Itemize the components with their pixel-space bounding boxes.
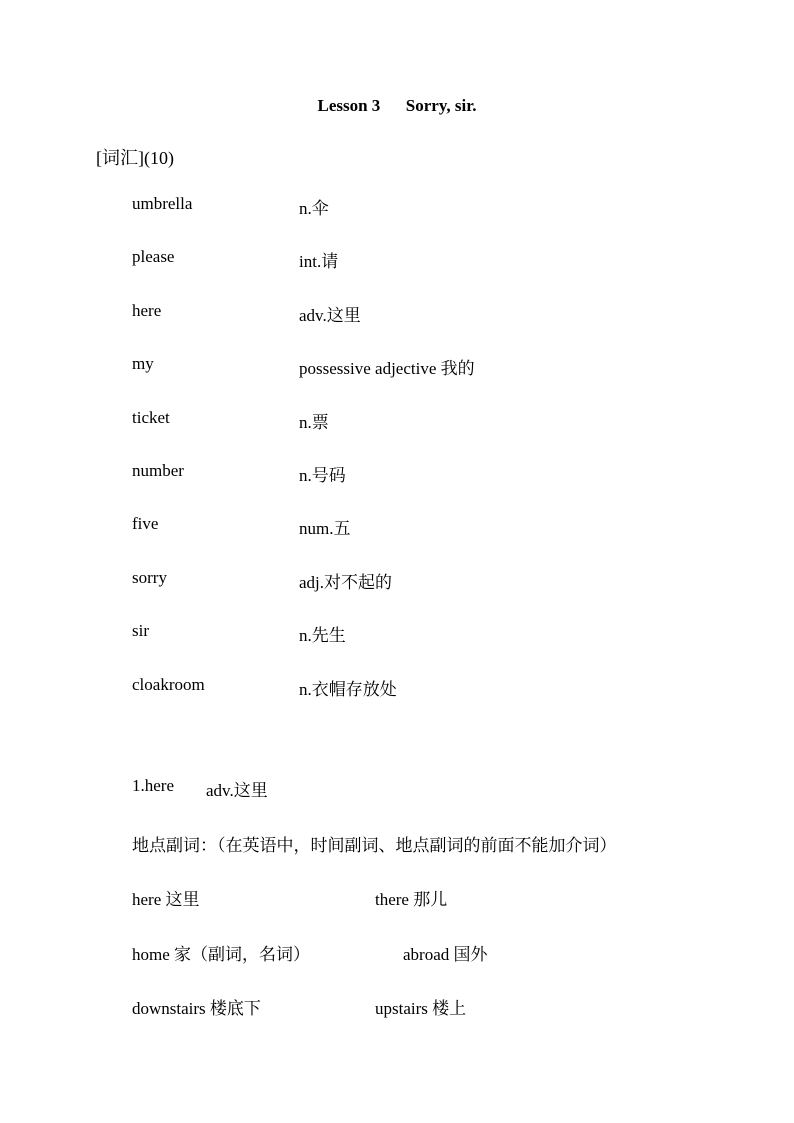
note-pair-left: downstairs 楼底下 bbox=[132, 999, 261, 1018]
vocab-word: cloakroom bbox=[132, 674, 205, 694]
vocab-word: sir bbox=[132, 621, 149, 641]
vocab-row bbox=[132, 247, 692, 300]
vocab-word: here bbox=[132, 300, 162, 320]
vocab-word: ticket bbox=[132, 407, 170, 427]
vocab-row bbox=[132, 354, 692, 407]
vocab-definition: int.请 bbox=[299, 252, 339, 272]
vocab-row bbox=[132, 408, 692, 461]
vocab-row bbox=[132, 568, 692, 621]
vocab-row bbox=[132, 194, 692, 247]
note-pair-left: home 家（副词，名词） bbox=[132, 944, 311, 964]
note-explanation bbox=[132, 831, 732, 886]
note-pair bbox=[132, 994, 732, 1049]
vocabulary-list bbox=[132, 194, 692, 728]
vocab-definition: n.伞 bbox=[299, 199, 329, 218]
note-pair-left: here 这里 bbox=[132, 890, 200, 909]
note-pair-right: abroad 国外 bbox=[403, 944, 488, 964]
note-pair-right: there 那儿 bbox=[375, 890, 448, 909]
vocab-definition: num.五 bbox=[299, 519, 351, 539]
vocab-word: umbrella bbox=[132, 194, 193, 213]
note-pair bbox=[132, 885, 732, 940]
vocab-word: my bbox=[132, 354, 154, 374]
note-heading bbox=[132, 776, 732, 831]
vocab-row bbox=[132, 301, 692, 354]
vocab-row bbox=[132, 461, 692, 514]
vocab-definition: possessive adjective 我的 bbox=[299, 359, 475, 379]
lesson-title: Lesson 3 Sorry, sir. bbox=[317, 96, 477, 115]
vocab-definition: n.先生 bbox=[299, 626, 346, 646]
vocab-definition: n.票 bbox=[299, 412, 329, 432]
vocab-row bbox=[132, 675, 692, 728]
note-word: 1.here bbox=[132, 776, 175, 795]
vocab-definition: n.衣帽存放处 bbox=[299, 679, 397, 699]
vocab-definition: n.号码 bbox=[299, 465, 346, 485]
vocab-word: five bbox=[132, 514, 159, 534]
vocab-word: please bbox=[132, 247, 175, 267]
note-pair-right: upstairs 楼上 bbox=[375, 999, 467, 1018]
vocab-word: number bbox=[132, 460, 184, 480]
vocabulary-heading: [词汇](10) bbox=[96, 148, 174, 168]
vocab-word: sorry bbox=[132, 567, 167, 587]
vocab-row bbox=[132, 621, 692, 674]
vocab-definition: adj.对不起的 bbox=[299, 572, 393, 592]
note-pair bbox=[132, 940, 732, 995]
note-explanation-text: 地点副词：（在英语中，时间副词、地点副词的前面不能加介词） bbox=[132, 835, 617, 855]
note-word-definition: adv.这里 bbox=[206, 781, 268, 800]
vocab-definition: adv.这里 bbox=[299, 305, 361, 325]
grammar-notes bbox=[132, 776, 732, 1049]
vocab-row bbox=[132, 514, 692, 567]
